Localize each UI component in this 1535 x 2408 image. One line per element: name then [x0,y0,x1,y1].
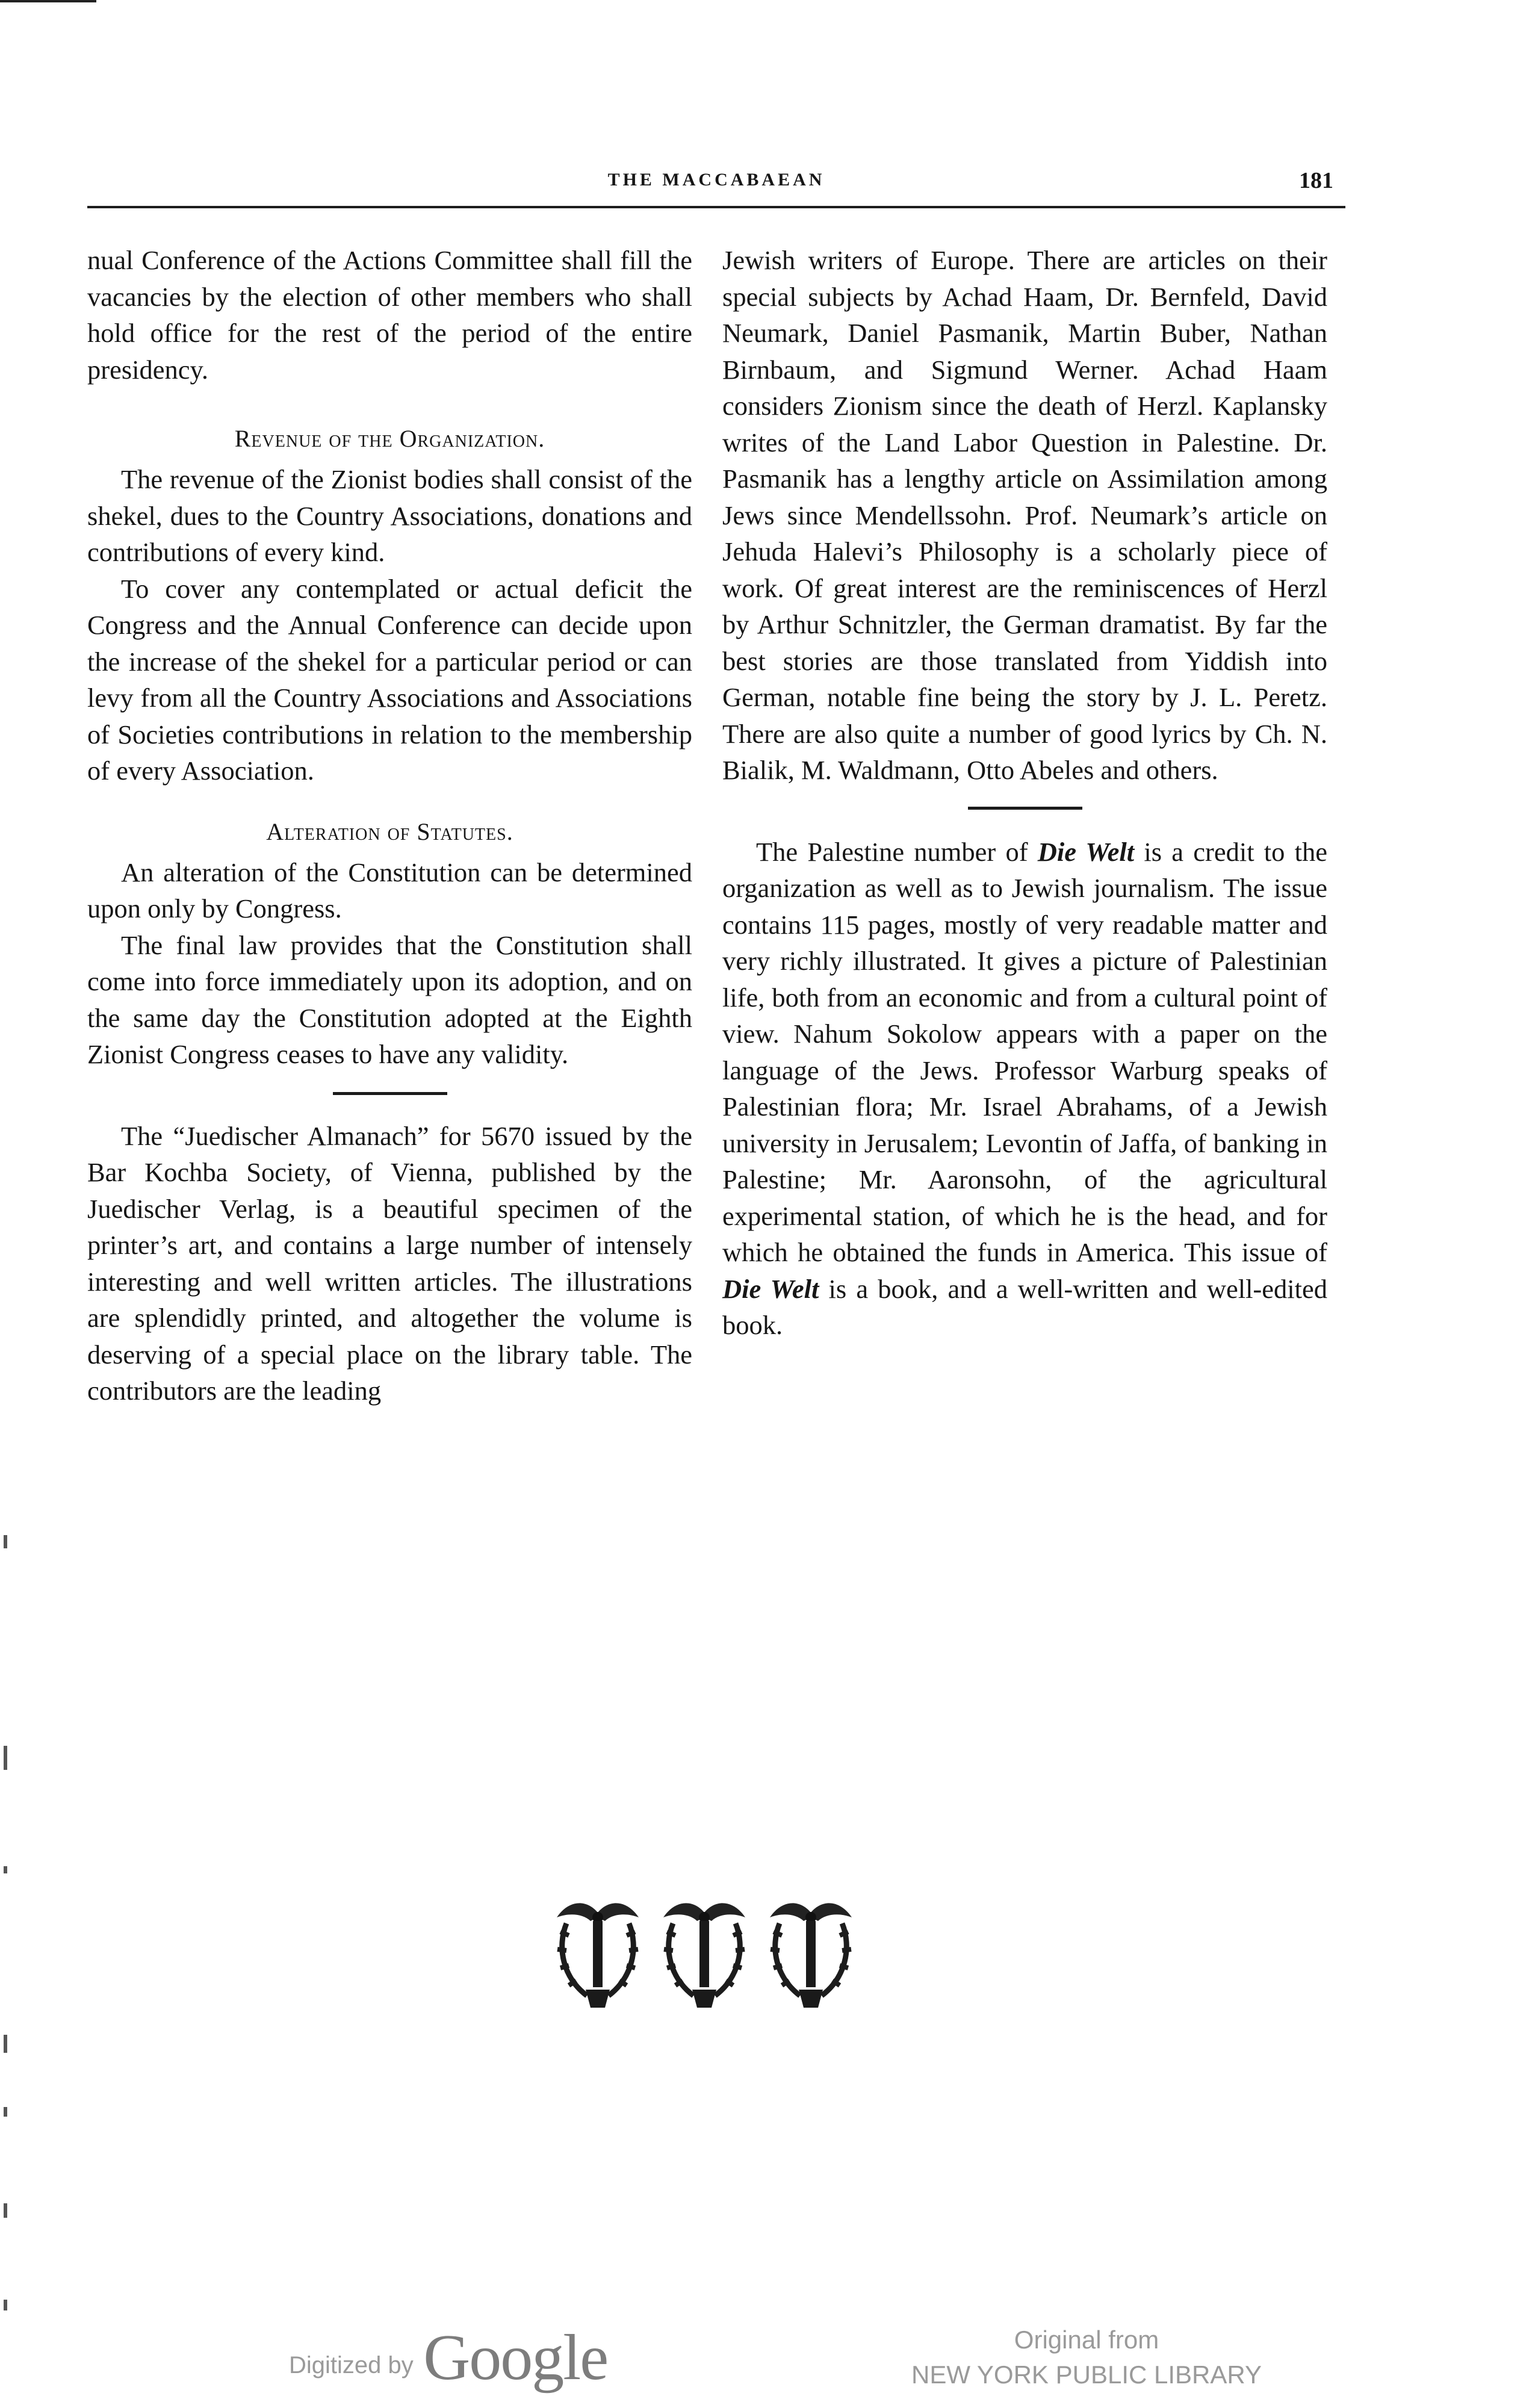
title-die-welt: Die Welt [722,1273,819,1304]
text-run: is a credit to the organization as well as to Jewish journalism. The issue contains 115 pages, mostly of very readable matter and very richly illustrated. It gives a picture of Palestinian life, both from an economic and from a cultural point of view. Nahum Sokolow appears with a paper on the language of the Jews. Professor Warburg speaks of Palestinian flora; Mr. Israel Abrahams, of a Jewish university in Jerusalem; Levontin of Jaffa, of banking in Palestine; Mr. Aaronsohn, of the agricultural experimental station, of which he is the head, and for which he obtained the funds in America. This issue of [722,836,1327,1267]
paragraph-almanach: The “Juedischer Almanach” for 5670 issued by the Bar Kochba Society, of Vienna, published by the Juedischer Verlag, is a beautiful specimen of the printer’s art, and contains a large number of intensely interesting and well written articles. The illustrations are splendidly printed, and altogether the volume is deserving of a special place on the library table. The contributors are the leading [87,1120,692,1406]
right-column [722,242,1327,1344]
paragraph-deficit: To cover any contemplated or actual deficit the Congress and the Annual Conference can decide upon the increase of the shekel for a particular period or can levy from all the Country Associations and Associations of Societies contributions in relation to the membership of every Association. [87,573,692,786]
scan-edge-speck [4,1866,7,1873]
scan-edge-speck [4,2300,7,2310]
left-column [87,242,692,1409]
text-run: is a book, and a well-written and well-edited book. [722,1273,1327,1340]
paragraph-die-welt [722,834,1327,1344]
heading-alteration: Alteration of Statutes. [266,818,513,845]
paragraph-actions-committee: nual Conference of the Actions Committee shall fill the vacancies by the election of other members who shall hold office for the rest of the period of the entire presidency. [87,245,692,385]
text-run: The Palestine number of [756,836,1038,867]
scan-edge-speck [4,2203,7,2218]
paragraph-contributors: Jewish writers of Europe. There are articles on their special subjects by Achad Haam, Dr. Bernfeld, David Neumark, Daniel Pasmanik, Martin Buber, Nathan Birnbaum, and Sigmund Werner. Achad Haam considers Zionism since the death of Herzl. Kaplansky writes of the Land Labor Question in Palestine. Dr. Pasmanik has a lengthy article on Assimilation among Jews since Mendellssohn. Prof. Neumark’s article on Jehuda Halevi’s Philosophy is a scholarly piece of work. Of great interest are the reminiscences of Herzl by Arthur Schnitzler, the German dramatist. By far the best stories are those translated from Yiddish into German, notable fine being the story by J. L. Peretz. There are also quite a number of good lyrics by Ch. N. Bialik, M. Waldmann, Otto Abeles and others. [722,245,1327,785]
running-header [87,170,1345,208]
scan-edge-speck [4,1535,7,1548]
google-logo: Google [423,2322,608,2394]
scan-edge-speck [4,2035,7,2053]
digitized-by-watermark [289,2321,608,2394]
section-divider [333,1092,447,1095]
section-divider [968,807,1082,810]
paragraph-final-law: The final law provides that the Constitution shall come into force immediately upon its adoption, and on the same day the Constitution adopted at the Eighth Zionist Congress ceases to have any validity. [87,929,692,1069]
digitized-label: Digitized by [289,2352,414,2379]
decorative-ornament-icon [545,1899,864,2014]
library-attribution [891,2323,1282,2392]
top-edge-rule [0,0,96,2]
page-number: 181 [1299,168,1333,193]
title-die-welt: Die Welt [1037,836,1135,867]
paragraph-revenue: The revenue of the Zionist bodies shall consist of the shekel, dues to the Country Associations, donations and contributions of every kind. [87,464,692,567]
scan-edge-speck [4,1746,7,1770]
library-name: NEW YORK PUBLIC LIBRARY [911,2360,1262,2389]
running-title: THE MACCABAEAN [607,170,825,190]
paragraph-alteration: An alteration of the Constitution can be determined upon only by Congress. [87,857,692,923]
scan-edge-speck [4,2107,7,2117]
original-from-label: Original from [1014,2326,1159,2354]
heading-revenue: Revenue of the Organization. [234,425,545,452]
